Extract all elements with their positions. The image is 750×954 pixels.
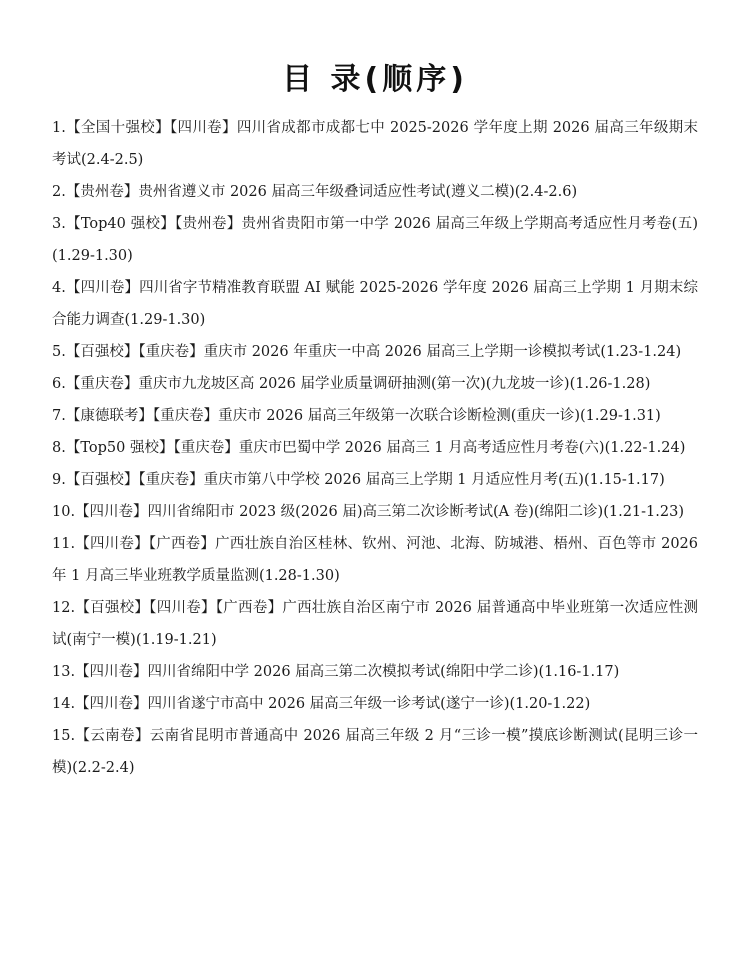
toc-entry-11: 11.【四川卷】【广西卷】广西壮族自治区桂林、钦州、河池、北海、防城港、梧州、百色等市 2026 年 1 月高三毕业班教学质量监测(1.28-1.30) [52,536,698,584]
toc-entry-2: 2.【贵州卷】贵州省遵义市 2026 届高三年级叠词适应性考试(遵义二模)(2.4-2.6) [52,184,578,200]
toc-entry-13: 13.【四川卷】四川省绵阳中学 2026 届高三第二次模拟考试(绵阳中学二诊)(1.16-1.17) [52,664,620,680]
toc-entry-10: 10.【四川卷】四川省绵阳市 2023 级(2026 届)高三第二次诊断考试(A 卷)(绵阳二诊)(1.21-1.23) [52,504,684,520]
toc-entry-4: 4.【四川卷】四川省字节精准教育联盟 AI 赋能 2025-2026 学年度 2026 届高三上学期 1 月期末综合能力调查(1.29-1.30) [52,280,698,328]
toc-entry-1: 1.【全国十强校】【四川卷】四川省成都市成都七中 2025-2026 学年度上期 2026 届高三年级期末考试(2.4-2.5) [52,120,698,168]
toc-entry-9: 9.【百强校】【重庆卷】重庆市第八中学校 2026 届高三上学期 1 月适应性月考(五)(1.15-1.17) [52,472,665,488]
toc-entry-14: 14.【四川卷】四川省遂宁市高中 2026 届高三年级一诊考试(遂宁一诊)(1.20-1.22) [52,696,591,712]
toc-entry-5: 5.【百强校】【重庆卷】重庆市 2026 年重庆一中高 2026 届高三上学期一诊模拟考试(1.23-1.24) [52,344,682,360]
toc-entry-3: 3.【Top40 强校】【贵州卷】贵州省贵阳市第一中学 2026 届高三年级上学期高考适应性月考卷(五)(1.29-1.30) [52,216,698,264]
table-of-contents [52,112,698,784]
page-title: 目 录(顺序) [282,62,468,98]
toc-entry-15: 15.【云南卷】云南省昆明市普通高中 2026 届高三年级 2 月“三诊一模”摸底诊断测试(昆明三诊一模)(2.2-2.4) [52,728,698,776]
toc-entry-7: 7.【康德联考】【重庆卷】重庆市 2026 届高三年级第一次联合诊断检测(重庆一诊)(1.29-1.31) [52,408,661,424]
toc-entry-6: 6.【重庆卷】重庆市九龙坡区高 2026 届学业质量调研抽测(第一次)(九龙坡一诊)(1.26-1.28) [52,376,651,392]
toc-entry-12: 12.【百强校】【四川卷】【广西卷】广西壮族自治区南宁市 2026 届普通高中毕业班第一次适应性测试(南宁一模)(1.19-1.21) [52,600,698,648]
toc-entry-8: 8.【Top50 强校】【重庆卷】重庆市巴蜀中学 2026 届高三 1 月高考适应性月考卷(六)(1.22-1.24) [52,440,686,456]
